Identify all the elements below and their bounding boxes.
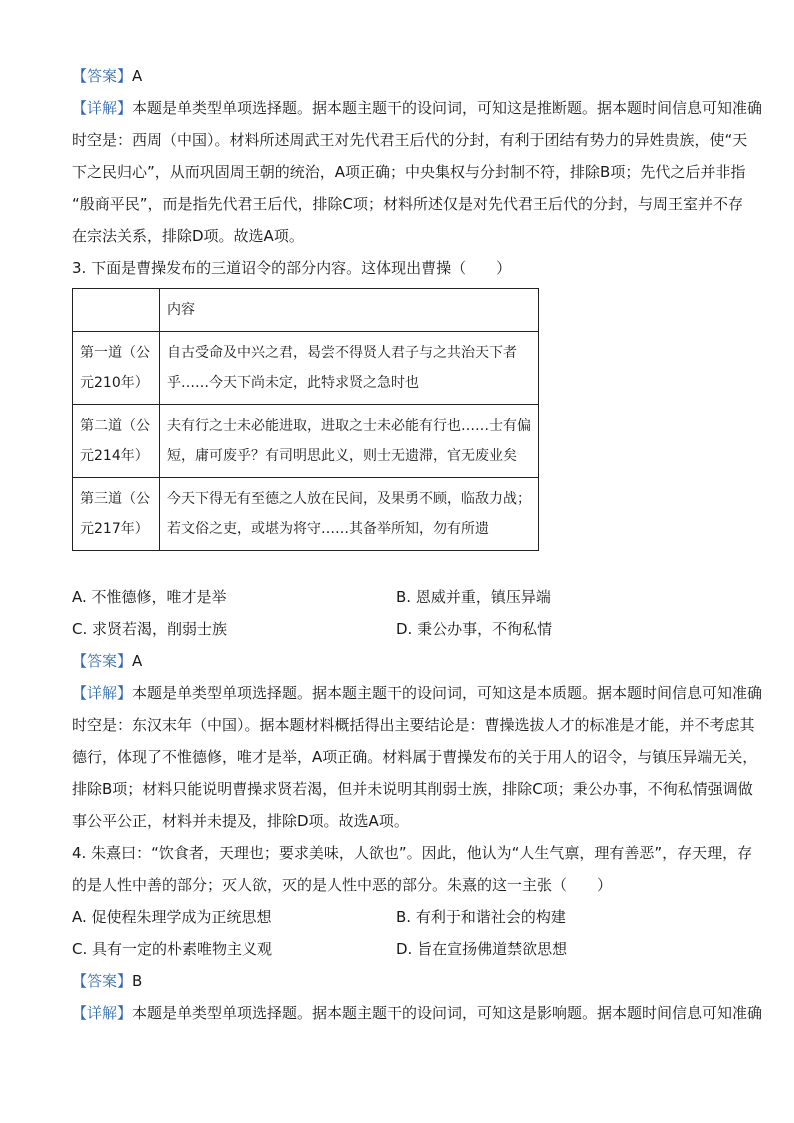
q3-detail-line — [72, 677, 763, 709]
option-b: B. 恩威并重，镇压异端 — [396, 588, 551, 606]
q3-answer-line — [72, 645, 724, 677]
q4-options-row — [72, 933, 724, 965]
table-row — [73, 332, 539, 405]
q2-detail-line: 在宗法关系，排除D项。故选A项。 — [72, 227, 304, 245]
q2-detail-line: 下之民归心”，从而巩固周王朝的统治，A项正确；中央集权与分封制不符，排除B项；先代之后并非指 — [72, 163, 746, 181]
option-a: A. 促使程朱理学成为正统思想 — [72, 908, 272, 926]
answer-value: A — [132, 652, 143, 670]
q2-detail-line: 时空是：西周（中国）。材料所述周武王对先代君王后代的分封，有利于团结有势力的异姓贵族，使“天 — [72, 131, 748, 149]
decree-name-cell — [73, 405, 160, 478]
q4-stem: 4. 朱熹曰：“饮食者，天理也；要求美味，人欲也”。因此，他认为“人生气禀，理有善恶”，存天理，存 — [72, 844, 753, 862]
q4-detail-line — [72, 997, 763, 1029]
table-row — [73, 478, 539, 551]
q3-detail-line: 时空是：东汉末年（中国）。据本题材料概括得出主要结论是：曹操选拔人才的标准是才能，并不考虑其 — [72, 716, 755, 734]
detail-text: 本题是单类型单项选择题。据本题主题干的设问词，可知这是本质题。据本题时间信息可知准确 — [132, 684, 763, 702]
table-header-cell — [73, 289, 160, 332]
q4-stem: 的是人性中善的部分；灭人欲，灭的是人性中恶的部分。朱熹的这一主张（ ） — [72, 876, 613, 894]
q3-detail-line: 排除B项；材料只能说明曹操求贤若渴，但并未说明其削弱士族，排除C项；秉公办事，不徇私情强调做 — [72, 780, 753, 798]
table-row — [73, 405, 539, 478]
q3-detail-line: 德行，体现了不惟德修，唯才是举，A项正确。材料属于曹操发布的关于用人的诏令，与镇压异端无关， — [72, 748, 758, 766]
q3-stem: 3. 下面是曹操发布的三道诏令的部分内容。这体现出曹操（ ） — [72, 259, 512, 277]
decree-name-cell — [73, 332, 160, 405]
decree-name: 第一道（公 — [80, 345, 150, 361]
detail-tag: 【详解】 — [72, 684, 133, 702]
option-a: A. 不惟德修，唯才是举 — [72, 588, 227, 606]
decree-name-cell — [73, 478, 160, 551]
option-c: C. 具有一定的朴素唯物主义观 — [72, 940, 273, 958]
q4-answer-line — [72, 965, 724, 997]
q2-answer-line — [72, 60, 724, 92]
detail-text: 本题是单类型单项选择题。据本题主题干的设问词，可知这是影响题。据本题时间信息可知准确 — [132, 1004, 763, 1022]
decree-name: 第三道（公 — [80, 491, 150, 507]
option-d: D. 秉公办事，不徇私情 — [396, 620, 553, 638]
answer-tag: 【答案】 — [72, 67, 133, 85]
decree-content: 若文俗之吏，或堪为将守……其备举所知，勿有所遗 — [167, 521, 489, 537]
decree-content-cell — [160, 478, 539, 551]
decree-content: 短，庸可废乎？有司明思此义，则士无遗滞，官无废业矣 — [167, 448, 517, 464]
decree-content: 自古受命及中兴之君，曷尝不得贤人君子与之共治天下者 — [167, 345, 517, 361]
decree-name: 第二道（公 — [80, 418, 150, 434]
answer-tag: 【答案】 — [72, 972, 133, 990]
answer-value: A — [132, 67, 143, 85]
q4-options-row — [72, 901, 724, 933]
decree-content-cell — [160, 332, 539, 405]
q3-detail-line: 事公平公正，材料并未提及，排除D项。故选A项。 — [72, 812, 409, 830]
answer-tag: 【答案】 — [72, 652, 133, 670]
q2-detail-line: “殷商平民”，而是指先代君王后代，排除C项；材料所述仅是对先代君王后代的分封，与周王室并不存 — [72, 195, 744, 213]
q3-options-row — [72, 613, 724, 645]
detail-text: 本题是单类型单项选择题。据本题主题干的设问词，可知这是推断题。据本题时间信息可知准确 — [132, 99, 763, 117]
table-header-row — [73, 289, 539, 332]
decree-content-cell — [160, 405, 539, 478]
decree-name: 元217年） — [80, 521, 149, 537]
decree-name: 元214年） — [80, 448, 149, 464]
q3-options-row — [72, 581, 724, 613]
detail-tag: 【详解】 — [72, 99, 133, 117]
decree-content: 今天下得无有至德之人放在民间，及果勇不顾，临敌力战； — [167, 491, 531, 507]
decree-name: 元210年） — [80, 375, 149, 391]
decree-content: 夫有行之士未必能进取，进取之士未必能有行也……士有偏 — [167, 418, 531, 434]
option-c: C. 求贤若渴，削弱士族 — [72, 620, 228, 638]
table-header-cell: 内容 — [160, 289, 539, 332]
option-d: D. 旨在宣扬佛道禁欲思想 — [396, 940, 568, 958]
decree-table — [72, 288, 539, 551]
document-page — [72, 60, 763, 1029]
decree-content: 乎……今天下尚未定，此特求贤之急时也 — [167, 375, 419, 391]
option-b: B. 有利于和谐社会的构建 — [396, 908, 566, 926]
q2-detail-line — [72, 92, 763, 124]
detail-tag: 【详解】 — [72, 1004, 133, 1022]
answer-value: B — [132, 972, 143, 990]
